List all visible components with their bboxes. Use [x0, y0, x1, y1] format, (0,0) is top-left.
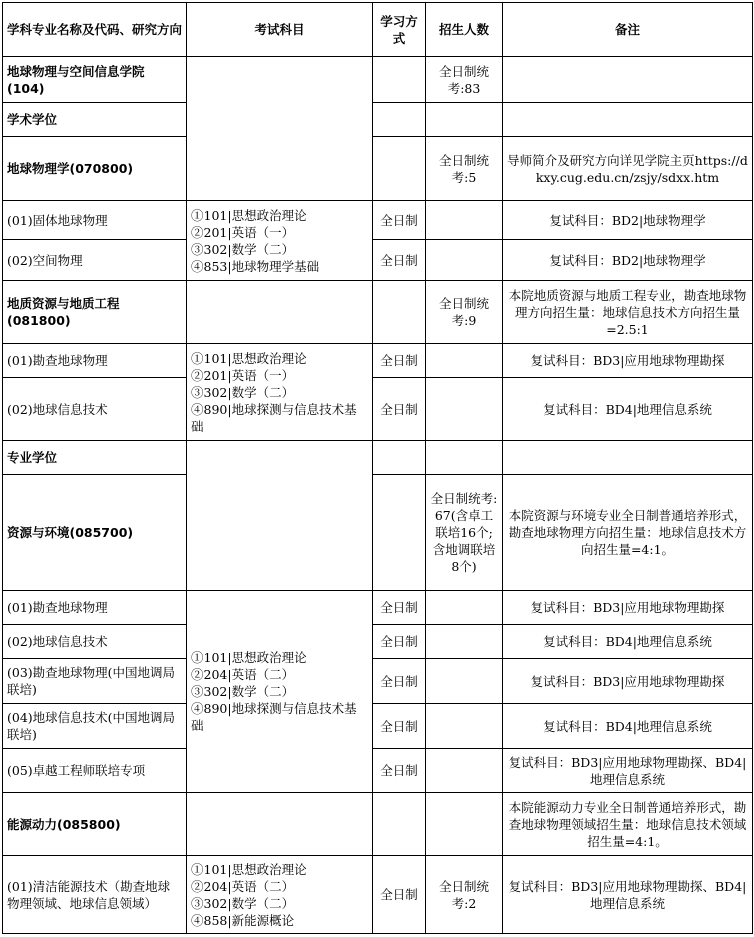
exam-subjects: ①101|思想政治理论 ②204|英语（二） ③302|数学（二） ④890|地球探测与信息技术基础 — [187, 591, 373, 793]
header-major: 学科专业名称及代码、研究方向 — [3, 3, 187, 57]
table-row — [3, 475, 753, 591]
enrollment-count — [426, 591, 503, 625]
table-row — [3, 137, 753, 201]
direction-name: (02)地球信息技术 — [3, 378, 187, 441]
enrollment-count: 全日制统考:67(含卓工联培16个;含地调联培8个) — [426, 475, 503, 591]
enrollment-count — [426, 441, 503, 475]
enrollment-count: 全日制统考:83 — [426, 57, 503, 103]
remarks: 复试科目：BD4|地理信息系统 — [503, 378, 753, 441]
table-row — [3, 103, 753, 137]
section-title: 专业学位 — [3, 441, 187, 475]
table-row — [3, 201, 753, 240]
major-name: 地球物理学(070800) — [3, 137, 187, 201]
table-row — [3, 659, 753, 704]
direction-name: (01)勘查地球物理 — [3, 591, 187, 625]
direction-name: (01)固体地球物理 — [3, 201, 187, 240]
remarks: 复试科目：BD4|地理信息系统 — [503, 625, 753, 659]
header-count: 招生人数 — [426, 3, 503, 57]
study-mode — [373, 103, 426, 137]
table-row — [3, 57, 753, 103]
study-mode: 全日制 — [373, 659, 426, 704]
exam-subjects: ①101|思想政治理论 ②201|英语（一） ③302|数学（二） ④853|地球物理学基础 — [187, 201, 373, 281]
remarks: 本院资源与环境专业全日制普通培养形式，勘查地球物理方向招生量：地球信息技术方向招生量=4:1。 — [503, 475, 753, 591]
enrollment-count — [426, 240, 503, 281]
enrollment-count: 全日制统考:5 — [426, 137, 503, 201]
remarks — [503, 57, 753, 103]
study-mode: 全日制 — [373, 704, 426, 749]
study-mode — [373, 441, 426, 475]
major-name: 地质资源与地质工程(081800) — [3, 281, 187, 344]
remarks — [503, 103, 753, 137]
remarks: 导师简介及研究方向详见学院主页https://dkxy.cug.edu.cn/zsjy/sdxx.htm — [503, 137, 753, 201]
table-row — [3, 749, 753, 793]
study-mode — [373, 793, 426, 856]
admissions-table — [2, 2, 753, 934]
enrollment-count — [426, 344, 503, 378]
header-note: 备注 — [503, 3, 753, 57]
study-mode: 全日制 — [373, 378, 426, 441]
table-row — [3, 591, 753, 625]
major-name: 地球物理与空间信息学院(104) — [3, 57, 187, 103]
table-row — [3, 378, 753, 441]
study-mode: 全日制 — [373, 201, 426, 240]
table-row — [3, 856, 753, 934]
enrollment-count: 全日制统考:2 — [426, 856, 503, 934]
direction-name: (04)地球信息技术(中国地调局联培) — [3, 704, 187, 749]
study-mode: 全日制 — [373, 749, 426, 793]
header-row — [3, 3, 753, 57]
remarks: 复试科目：BD3|应用地球物理勘探 — [503, 344, 753, 378]
enrollment-count: 全日制统考:9 — [426, 281, 503, 344]
table-row — [3, 240, 753, 281]
direction-name: (01)清洁能源技术（勘查地球物理领域、地球信息领域） — [3, 856, 187, 934]
table-row — [3, 625, 753, 659]
remarks: 复试科目：BD2|地球物理学 — [503, 240, 753, 281]
enrollment-count — [426, 378, 503, 441]
exam-subjects: ①101|思想政治理论 ②204|英语（二） ③302|数学（二） ④858|新能源概论 — [187, 856, 373, 934]
enrollment-count — [426, 201, 503, 240]
remarks: 复试科目：BD3|应用地球物理勘探 — [503, 659, 753, 704]
direction-name: (01)勘查地球物理 — [3, 344, 187, 378]
table-row — [3, 344, 753, 378]
study-mode — [373, 137, 426, 201]
remarks: 本院地质资源与地质工程专业，勘查地球物理方向招生量：地球信息技术方向招生量=2.5:1 — [503, 281, 753, 344]
table-row — [3, 441, 753, 475]
exam-subjects: ①101|思想政治理论 ②201|英语（一） ③302|数学（二） ④890|地球探测与信息技术基础 — [187, 344, 373, 441]
table-row — [3, 281, 753, 344]
study-mode: 全日制 — [373, 240, 426, 281]
study-mode — [373, 475, 426, 591]
header-exam: 考试科目 — [187, 3, 373, 57]
exam-subjects — [187, 441, 373, 591]
remarks: 复试科目：BD3|应用地球物理勘探、BD4|地理信息系统 — [503, 856, 753, 934]
section-title: 学术学位 — [3, 103, 187, 137]
table-row — [3, 793, 753, 856]
enrollment-count — [426, 625, 503, 659]
study-mode: 全日制 — [373, 625, 426, 659]
enrollment-count — [426, 103, 503, 137]
header-mode: 学习方式 — [373, 3, 426, 57]
major-name: 资源与环境(085700) — [3, 475, 187, 591]
direction-name: (03)勘查地球物理(中国地调局联培) — [3, 659, 187, 704]
remarks: 复试科目：BD3|应用地球物理勘探 — [503, 591, 753, 625]
remarks: 本院能源动力专业全日制普通培养形式，勘查地球物理领域招生量：地球信息技术领域招生量=4:1。 — [503, 793, 753, 856]
direction-name: (05)卓越工程师联培专项 — [3, 749, 187, 793]
table-row — [3, 704, 753, 749]
exam-subjects — [187, 281, 373, 344]
remarks: 复试科目：BD4|地理信息系统 — [503, 704, 753, 749]
exam-subjects — [187, 793, 373, 856]
study-mode: 全日制 — [373, 344, 426, 378]
study-mode — [373, 281, 426, 344]
direction-name: (02)地球信息技术 — [3, 625, 187, 659]
remarks: 复试科目：BD3|应用地球物理勘探、BD4|地理信息系统 — [503, 749, 753, 793]
enrollment-count — [426, 749, 503, 793]
enrollment-count — [426, 704, 503, 749]
major-name: 能源动力(085800) — [3, 793, 187, 856]
study-mode: 全日制 — [373, 591, 426, 625]
enrollment-count — [426, 659, 503, 704]
study-mode: 全日制 — [373, 856, 426, 934]
remarks: 复试科目：BD2|地球物理学 — [503, 201, 753, 240]
direction-name: (02)空间物理 — [3, 240, 187, 281]
enrollment-count — [426, 793, 503, 856]
exam-subjects — [187, 57, 373, 201]
study-mode — [373, 57, 426, 103]
remarks — [503, 441, 753, 475]
